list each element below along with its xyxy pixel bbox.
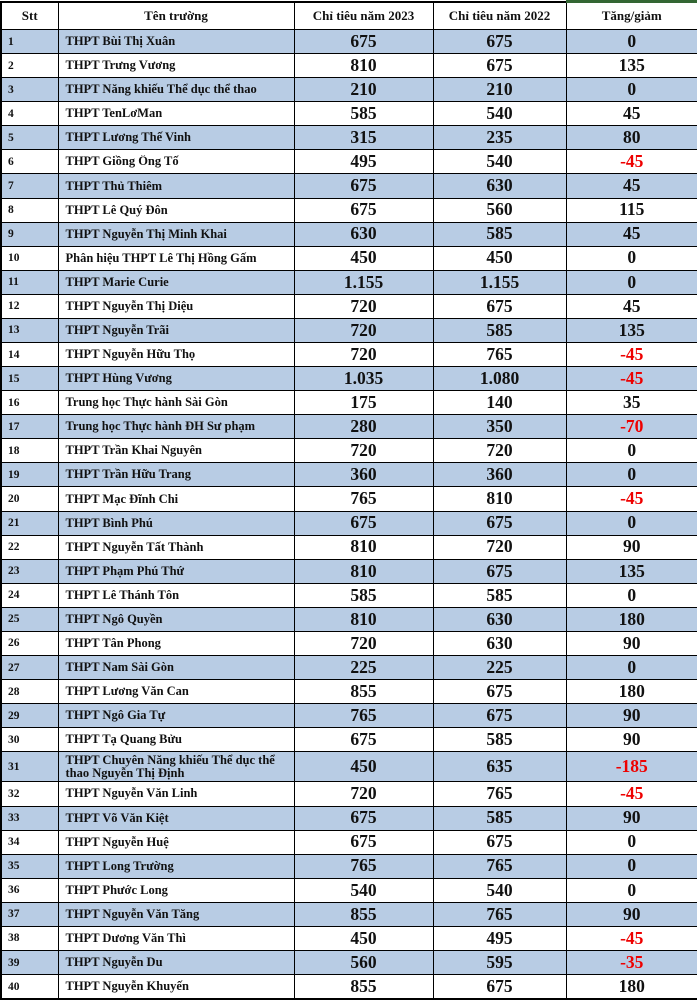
row-number-cell: 40 bbox=[1, 975, 58, 999]
quota-2023-cell: 675 bbox=[294, 30, 433, 54]
row-number-cell: 36 bbox=[1, 878, 58, 902]
table-row bbox=[1, 926, 697, 950]
diff-cell: 180 bbox=[566, 680, 697, 704]
quota-2023-cell: 1.155 bbox=[294, 270, 433, 294]
diff-cell: 0 bbox=[566, 463, 697, 487]
quota-2022-cell: 585 bbox=[433, 806, 566, 830]
quota-2023-cell: 855 bbox=[294, 975, 433, 999]
school-name-cell: THPT Giồng Ông Tố bbox=[58, 150, 294, 174]
school-name-cell: THPT Dương Văn Thì bbox=[58, 926, 294, 950]
table-row bbox=[1, 198, 697, 222]
table-body bbox=[1, 30, 697, 1000]
quota-2022-cell: 210 bbox=[433, 78, 566, 102]
table-row bbox=[1, 752, 697, 782]
quota-2023-cell: 810 bbox=[294, 535, 433, 559]
row-number-cell: 9 bbox=[1, 222, 58, 246]
diff-cell: -45 bbox=[566, 487, 697, 511]
diff-cell: 35 bbox=[566, 391, 697, 415]
row-number-cell: 29 bbox=[1, 704, 58, 728]
diff-cell: 180 bbox=[566, 607, 697, 631]
school-name-cell: THPT Ngô Quyền bbox=[58, 607, 294, 631]
diff-cell: 80 bbox=[566, 126, 697, 150]
table-row bbox=[1, 680, 697, 704]
quota-2023-cell: 360 bbox=[294, 463, 433, 487]
diff-cell: 0 bbox=[566, 656, 697, 680]
quota-2023-cell: 765 bbox=[294, 854, 433, 878]
table-row bbox=[1, 463, 697, 487]
diff-cell: 180 bbox=[566, 975, 697, 999]
school-name-cell: THPT Trưng Vương bbox=[58, 54, 294, 78]
row-number-cell: 12 bbox=[1, 294, 58, 318]
quota-2023-cell: 810 bbox=[294, 607, 433, 631]
diff-cell: 0 bbox=[566, 439, 697, 463]
school-name-cell: THPT Tạ Quang Bửu bbox=[58, 728, 294, 752]
quota-2023-cell: 810 bbox=[294, 54, 433, 78]
table-row bbox=[1, 78, 697, 102]
table-row bbox=[1, 607, 697, 631]
row-number-cell: 33 bbox=[1, 806, 58, 830]
quota-2022-cell: 585 bbox=[433, 728, 566, 752]
row-number-cell: 20 bbox=[1, 487, 58, 511]
school-name-cell: THPT Marie Curie bbox=[58, 270, 294, 294]
school-name-cell: THPT Nguyễn Du bbox=[58, 950, 294, 974]
diff-cell: 90 bbox=[566, 902, 697, 926]
school-name-cell: THPT Bùi Thị Xuân bbox=[58, 30, 294, 54]
row-number-cell: 27 bbox=[1, 656, 58, 680]
quota-2022-cell: 540 bbox=[433, 102, 566, 126]
quota-2022-cell: 765 bbox=[433, 782, 566, 806]
quota-2023-cell: 810 bbox=[294, 559, 433, 583]
quota-2023-cell: 675 bbox=[294, 830, 433, 854]
diff-cell: 0 bbox=[566, 511, 697, 535]
diff-cell: 0 bbox=[566, 583, 697, 607]
quota-2023-cell: 720 bbox=[294, 318, 433, 342]
diff-cell: 0 bbox=[566, 854, 697, 878]
table-row bbox=[1, 830, 697, 854]
quota-2022-cell: 360 bbox=[433, 463, 566, 487]
diff-cell: 135 bbox=[566, 318, 697, 342]
table-row bbox=[1, 222, 697, 246]
row-number-cell: 4 bbox=[1, 102, 58, 126]
table-row bbox=[1, 174, 697, 198]
row-number-cell: 3 bbox=[1, 78, 58, 102]
quota-2023-cell: 585 bbox=[294, 583, 433, 607]
quota-2022-cell: 495 bbox=[433, 926, 566, 950]
school-name-cell: THPT Nguyễn Văn Tăng bbox=[58, 902, 294, 926]
quota-2023-cell: 540 bbox=[294, 878, 433, 902]
row-number-cell: 14 bbox=[1, 343, 58, 367]
row-number-cell: 39 bbox=[1, 950, 58, 974]
school-name-cell: Trung học Thực hành Sài Gòn bbox=[58, 391, 294, 415]
diff-cell: 90 bbox=[566, 806, 697, 830]
table-row bbox=[1, 439, 697, 463]
quota-2023-cell: 450 bbox=[294, 246, 433, 270]
table-row bbox=[1, 878, 697, 902]
table-row bbox=[1, 782, 697, 806]
table-row bbox=[1, 631, 697, 655]
quota-2022-cell: 635 bbox=[433, 752, 566, 782]
header-row bbox=[1, 2, 697, 30]
diff-cell: 0 bbox=[566, 830, 697, 854]
table-row bbox=[1, 367, 697, 391]
quota-2022-cell: 810 bbox=[433, 487, 566, 511]
diff-cell: -45 bbox=[566, 343, 697, 367]
school-name-cell: THPT Nguyễn Khuyến bbox=[58, 975, 294, 999]
row-number-cell: 5 bbox=[1, 126, 58, 150]
quota-2023-cell: 315 bbox=[294, 126, 433, 150]
table-row bbox=[1, 975, 697, 999]
quota-2022-cell: 1.155 bbox=[433, 270, 566, 294]
quota-2022-cell: 630 bbox=[433, 174, 566, 198]
row-number-cell: 38 bbox=[1, 926, 58, 950]
quota-2022-cell: 540 bbox=[433, 150, 566, 174]
row-number-cell: 25 bbox=[1, 607, 58, 631]
diff-cell: -185 bbox=[566, 752, 697, 782]
quota-2023-cell: 675 bbox=[294, 198, 433, 222]
quota-2023-cell: 175 bbox=[294, 391, 433, 415]
table-row bbox=[1, 704, 697, 728]
row-number-cell: 31 bbox=[1, 752, 58, 782]
school-name-cell: THPT Trần Khai Nguyên bbox=[58, 439, 294, 463]
school-name-cell: THPT Lê Quý Đôn bbox=[58, 198, 294, 222]
row-number-cell: 1 bbox=[1, 30, 58, 54]
quota-2022-cell: 225 bbox=[433, 656, 566, 680]
table-row bbox=[1, 559, 697, 583]
table-row bbox=[1, 656, 697, 680]
school-name-cell: THPT Nguyễn Thị Minh Khai bbox=[58, 222, 294, 246]
row-number-cell: 23 bbox=[1, 559, 58, 583]
table-row bbox=[1, 54, 697, 78]
school-name-cell: Phân hiệu THPT Lê Thị Hồng Gấm bbox=[58, 246, 294, 270]
quota-2022-cell: 585 bbox=[433, 222, 566, 246]
quota-2022-cell: 235 bbox=[433, 126, 566, 150]
row-number-cell: 15 bbox=[1, 367, 58, 391]
school-name-cell: THPT Thủ Thiêm bbox=[58, 174, 294, 198]
row-number-cell: 21 bbox=[1, 511, 58, 535]
table-row bbox=[1, 270, 697, 294]
school-name-cell: THPT Hùng Vương bbox=[58, 367, 294, 391]
quota-2022-cell: 675 bbox=[433, 511, 566, 535]
row-number-cell: 7 bbox=[1, 174, 58, 198]
school-name-cell: THPT Tân Phong bbox=[58, 631, 294, 655]
quota-2022-cell: 675 bbox=[433, 680, 566, 704]
table-row bbox=[1, 150, 697, 174]
school-name-cell: THPT Nguyễn Huệ bbox=[58, 830, 294, 854]
school-name-cell: THPT Lương Văn Can bbox=[58, 680, 294, 704]
table-row bbox=[1, 583, 697, 607]
table-row bbox=[1, 854, 697, 878]
table-row bbox=[1, 728, 697, 752]
row-number-cell: 26 bbox=[1, 631, 58, 655]
quota-2022-cell: 675 bbox=[433, 704, 566, 728]
diff-cell: 135 bbox=[566, 559, 697, 583]
header-quota-2022: Chỉ tiêu năm 2022 bbox=[433, 2, 566, 30]
table-row bbox=[1, 126, 697, 150]
diff-cell: 0 bbox=[566, 246, 697, 270]
diff-cell: 45 bbox=[566, 102, 697, 126]
diff-cell: 90 bbox=[566, 728, 697, 752]
diff-cell: 90 bbox=[566, 631, 697, 655]
quota-2023-cell: 765 bbox=[294, 704, 433, 728]
school-name-cell: THPT Chuyên Năng khiếu Thể dục thể thao Nguyễn Thị Định bbox=[58, 752, 294, 782]
school-name-cell: Trung học Thực hành ĐH Sư phạm bbox=[58, 415, 294, 439]
diff-cell: 115 bbox=[566, 198, 697, 222]
school-name-cell: THPT Nguyễn Văn Linh bbox=[58, 782, 294, 806]
school-name-cell: THPT Phạm Phú Thứ bbox=[58, 559, 294, 583]
quota-2022-cell: 595 bbox=[433, 950, 566, 974]
quota-2022-cell: 765 bbox=[433, 854, 566, 878]
table-row bbox=[1, 806, 697, 830]
quota-2022-cell: 585 bbox=[433, 583, 566, 607]
diff-cell: -45 bbox=[566, 926, 697, 950]
quota-2023-cell: 585 bbox=[294, 102, 433, 126]
quota-2022-cell: 675 bbox=[433, 559, 566, 583]
table-row bbox=[1, 902, 697, 926]
row-number-cell: 8 bbox=[1, 198, 58, 222]
quota-2023-cell: 450 bbox=[294, 926, 433, 950]
table-row bbox=[1, 950, 697, 974]
quota-2023-cell: 495 bbox=[294, 150, 433, 174]
row-number-cell: 18 bbox=[1, 439, 58, 463]
diff-cell: 45 bbox=[566, 174, 697, 198]
quota-2023-cell: 855 bbox=[294, 902, 433, 926]
quota-2022-cell: 540 bbox=[433, 878, 566, 902]
quota-2022-cell: 630 bbox=[433, 631, 566, 655]
diff-cell: 90 bbox=[566, 535, 697, 559]
school-name-cell: THPT Bình Phú bbox=[58, 511, 294, 535]
quota-2023-cell: 720 bbox=[294, 782, 433, 806]
quota-2023-cell: 210 bbox=[294, 78, 433, 102]
school-name-cell: THPT Lương Thế Vinh bbox=[58, 126, 294, 150]
table-row bbox=[1, 318, 697, 342]
row-number-cell: 24 bbox=[1, 583, 58, 607]
quota-2023-cell: 720 bbox=[294, 631, 433, 655]
school-name-cell: THPT Võ Văn Kiệt bbox=[58, 806, 294, 830]
row-number-cell: 11 bbox=[1, 270, 58, 294]
school-name-cell: THPT Nguyễn Trãi bbox=[58, 318, 294, 342]
quota-2022-cell: 765 bbox=[433, 902, 566, 926]
row-number-cell: 13 bbox=[1, 318, 58, 342]
quota-2023-cell: 630 bbox=[294, 222, 433, 246]
header-quota-2023: Chỉ tiêu năm 2023 bbox=[294, 2, 433, 30]
table-row bbox=[1, 30, 697, 54]
table-row bbox=[1, 391, 697, 415]
row-number-cell: 16 bbox=[1, 391, 58, 415]
row-number-cell: 19 bbox=[1, 463, 58, 487]
quota-2022-cell: 675 bbox=[433, 975, 566, 999]
quota-2022-cell: 675 bbox=[433, 830, 566, 854]
table-row bbox=[1, 487, 697, 511]
quota-2022-cell: 675 bbox=[433, 294, 566, 318]
quota-2023-cell: 855 bbox=[294, 680, 433, 704]
quota-2023-cell: 675 bbox=[294, 174, 433, 198]
quota-2022-cell: 450 bbox=[433, 246, 566, 270]
diff-cell: 90 bbox=[566, 704, 697, 728]
quota-2022-cell: 675 bbox=[433, 54, 566, 78]
quota-2022-cell: 630 bbox=[433, 607, 566, 631]
quota-2023-cell: 720 bbox=[294, 439, 433, 463]
diff-cell: -45 bbox=[566, 367, 697, 391]
row-number-cell: 6 bbox=[1, 150, 58, 174]
table-row bbox=[1, 246, 697, 270]
quota-2022-cell: 560 bbox=[433, 198, 566, 222]
quota-2022-cell: 720 bbox=[433, 535, 566, 559]
row-number-cell: 30 bbox=[1, 728, 58, 752]
quota-2023-cell: 765 bbox=[294, 487, 433, 511]
diff-cell: 0 bbox=[566, 30, 697, 54]
school-name-cell: THPT Nguyễn Tất Thành bbox=[58, 535, 294, 559]
quota-2022-cell: 140 bbox=[433, 391, 566, 415]
school-name-cell: THPT Long Trường bbox=[58, 854, 294, 878]
row-number-cell: 34 bbox=[1, 830, 58, 854]
row-number-cell: 35 bbox=[1, 854, 58, 878]
diff-cell: 0 bbox=[566, 78, 697, 102]
quota-2023-cell: 675 bbox=[294, 728, 433, 752]
quota-2022-cell: 765 bbox=[433, 343, 566, 367]
row-number-cell: 37 bbox=[1, 902, 58, 926]
table-row bbox=[1, 343, 697, 367]
quota-2023-cell: 675 bbox=[294, 511, 433, 535]
row-number-cell: 2 bbox=[1, 54, 58, 78]
quota-2023-cell: 450 bbox=[294, 752, 433, 782]
quota-2023-cell: 720 bbox=[294, 294, 433, 318]
school-name-cell: THPT Năng khiếu Thể dục thể thao bbox=[58, 78, 294, 102]
diff-cell: -70 bbox=[566, 415, 697, 439]
quota-2023-cell: 720 bbox=[294, 343, 433, 367]
row-number-cell: 22 bbox=[1, 535, 58, 559]
school-name-cell: THPT Nguyễn Hữu Thọ bbox=[58, 343, 294, 367]
diff-cell: 45 bbox=[566, 294, 697, 318]
quota-2022-cell: 675 bbox=[433, 30, 566, 54]
school-name-cell: THPT TenLơMan bbox=[58, 102, 294, 126]
diff-cell: 135 bbox=[566, 54, 697, 78]
school-name-cell: THPT Trần Hữu Trang bbox=[58, 463, 294, 487]
table-row bbox=[1, 102, 697, 126]
school-name-cell: THPT Ngô Gia Tự bbox=[58, 704, 294, 728]
diff-cell: -35 bbox=[566, 950, 697, 974]
row-number-cell: 32 bbox=[1, 782, 58, 806]
quota-2022-cell: 350 bbox=[433, 415, 566, 439]
row-number-cell: 10 bbox=[1, 246, 58, 270]
diff-cell: 0 bbox=[566, 270, 697, 294]
quota-2022-cell: 1.080 bbox=[433, 367, 566, 391]
header-stt: Stt bbox=[1, 2, 58, 30]
diff-cell: -45 bbox=[566, 150, 697, 174]
table-row bbox=[1, 511, 697, 535]
diff-cell: 0 bbox=[566, 878, 697, 902]
school-name-cell: THPT Phước Long bbox=[58, 878, 294, 902]
quota-2023-cell: 560 bbox=[294, 950, 433, 974]
row-number-cell: 28 bbox=[1, 680, 58, 704]
diff-cell: -45 bbox=[566, 782, 697, 806]
table-row bbox=[1, 535, 697, 559]
quota-2022-cell: 585 bbox=[433, 318, 566, 342]
quota-2023-cell: 675 bbox=[294, 806, 433, 830]
school-name-cell: THPT Mạc Đĩnh Chi bbox=[58, 487, 294, 511]
quota-2023-cell: 1.035 bbox=[294, 367, 433, 391]
quota-2023-cell: 225 bbox=[294, 656, 433, 680]
quota-2023-cell: 280 bbox=[294, 415, 433, 439]
quota-2022-cell: 720 bbox=[433, 439, 566, 463]
diff-cell: 45 bbox=[566, 222, 697, 246]
school-name-cell: THPT Nguyễn Thị Diệu bbox=[58, 294, 294, 318]
school-name-cell: THPT Lê Thánh Tôn bbox=[58, 583, 294, 607]
header-diff: Tăng/giảm bbox=[566, 2, 697, 30]
school-name-cell: THPT Nam Sài Gòn bbox=[58, 656, 294, 680]
row-number-cell: 17 bbox=[1, 415, 58, 439]
table-row bbox=[1, 415, 697, 439]
header-school-name: Tên trường bbox=[58, 2, 294, 30]
table-row bbox=[1, 294, 697, 318]
